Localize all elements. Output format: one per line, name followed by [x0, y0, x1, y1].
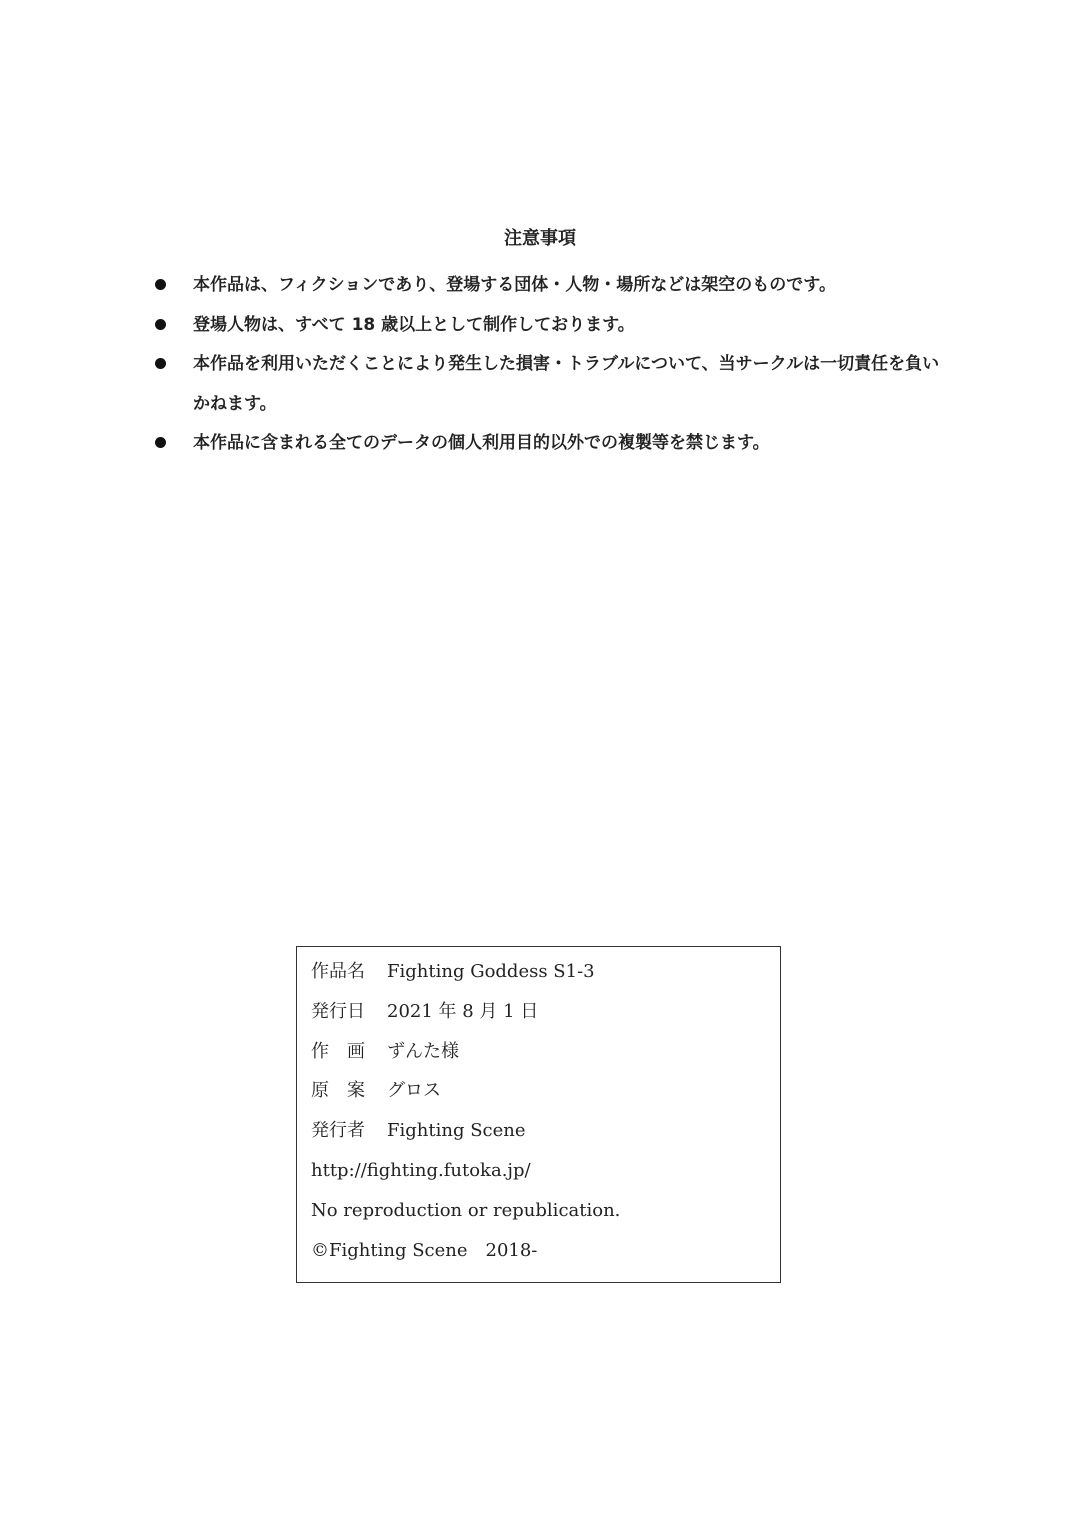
row-label: 発行者: [311, 1120, 365, 1142]
notice-item-text: 本作品に含まれる全てのデータの個人利用目的以外での複製等を禁じます。: [193, 433, 770, 453]
notice-title: 注意事項: [504, 228, 576, 249]
colophon-row-story: [311, 1078, 780, 1118]
bullet-icon: [155, 319, 166, 330]
colophon-row-title: [311, 959, 780, 999]
colophon-row-artist: [311, 1039, 780, 1079]
colophon-row-publisher: [311, 1118, 780, 1158]
row-label: 作 画: [311, 1040, 365, 1062]
reproduction-notice: No reproduction or republication.: [311, 1199, 621, 1221]
copyright: ©Fighting Scene 2018-: [311, 1239, 538, 1261]
bullet-icon: [155, 437, 166, 448]
row-value: ずんた様: [387, 1040, 459, 1062]
notice-list: [150, 266, 940, 464]
row-value: グロス: [387, 1080, 441, 1102]
colophon-row-date: [311, 999, 780, 1039]
row-label: 作品名: [311, 961, 365, 982]
notice-item: [150, 306, 940, 346]
row-value: Fighting Scene: [387, 1120, 526, 1142]
notice-item: [150, 345, 940, 424]
notice-item-text: 登場人物は、すべて 18 歳以上として制作しております。: [193, 314, 635, 335]
notice-item-text: 本作品を利用いただくことにより発生した損害・トラブルについて、当サークルは一切責任を負いかねます。: [193, 354, 940, 414]
colophon-url: http://fighting.futoka.jp/: [311, 1159, 531, 1181]
notice-item-text: 本作品は、フィクションであり、登場する団体・人物・場所などは架空のものです。: [193, 275, 836, 295]
bullet-icon: [155, 279, 166, 290]
row-label: 原 案: [311, 1080, 365, 1102]
notice-item: [150, 424, 940, 464]
row-value: 2021 年 8 月 1 日: [387, 1000, 539, 1022]
colophon-box: [296, 946, 781, 1283]
row-value: Fighting Goddess S1-3: [387, 961, 595, 982]
row-label: 発行日: [311, 1000, 365, 1022]
notice-item: [150, 266, 940, 306]
bullet-icon: [155, 358, 166, 369]
